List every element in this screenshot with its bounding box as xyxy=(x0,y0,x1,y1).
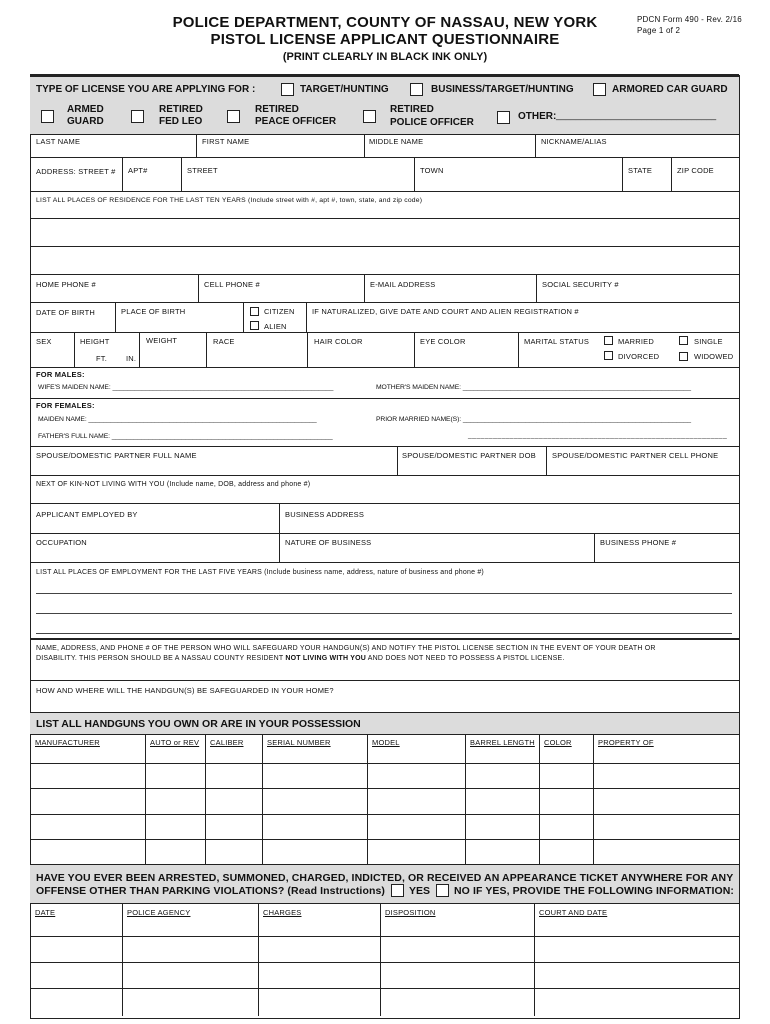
divider xyxy=(518,332,519,367)
alien-label: ALIEN xyxy=(264,322,287,331)
divider xyxy=(115,302,116,332)
widowed-label: WIDOWED xyxy=(694,352,734,361)
divider xyxy=(206,332,207,367)
apt-label: APT# xyxy=(128,166,148,175)
police-officer-label-1: RETIRED xyxy=(390,104,434,115)
divider xyxy=(364,134,365,157)
arrests-no-label: NO IF YES, PROVIDE THE FOLLOWING INFORMATION: xyxy=(454,885,735,897)
sex-label: SEX xyxy=(36,337,52,346)
armed-guard-label-1: ARMED xyxy=(67,104,104,115)
armed-guard-checkbox[interactable] xyxy=(41,110,54,123)
column-divider xyxy=(367,734,368,864)
arrests-no-checkbox[interactable] xyxy=(436,884,449,897)
feet-label: FT. xyxy=(96,354,108,363)
rule xyxy=(30,988,739,989)
arrest-column-header: CHARGES xyxy=(263,908,302,917)
column-divider xyxy=(534,903,535,1016)
license-heading: TYPE OF LICENSE YOU ARE APPLYING FOR : xyxy=(36,84,256,95)
rule xyxy=(30,903,739,904)
rule xyxy=(30,302,739,303)
eye-color-label: EYE COLOR xyxy=(420,337,466,346)
first-name-label: FIRST NAME xyxy=(202,137,250,146)
married-label: MARRIED xyxy=(618,337,654,346)
armored-car-checkbox[interactable] xyxy=(593,83,606,96)
divider xyxy=(594,533,595,562)
column-divider xyxy=(122,903,123,1016)
safeguard-method-label: HOW AND WHERE WILL THE HANDGUN(S) BE SAFEGUARDED IN YOUR HOME? xyxy=(36,686,334,695)
divider xyxy=(139,332,140,367)
rule xyxy=(30,763,739,764)
column-divider xyxy=(258,903,259,1016)
handguns-heading: LIST ALL HANDGUNS YOU OWN OR ARE IN YOUR POSSESSION xyxy=(36,718,361,730)
home-phone-label: HOME PHONE # xyxy=(36,280,96,289)
pob-label: PLACE OF BIRTH xyxy=(121,307,186,316)
divider xyxy=(536,274,537,302)
divider xyxy=(307,332,308,367)
safeguard-text-emphasis: NOT LIVING WITH YOU xyxy=(285,655,367,662)
handgun-column-header: MANUFACTURER xyxy=(35,738,100,747)
column-divider xyxy=(205,734,206,864)
state-label: STATE xyxy=(628,166,653,175)
arrest-column-header: DATE xyxy=(35,908,56,917)
divider xyxy=(414,332,415,367)
email-label: E-MAIL ADDRESS xyxy=(370,280,436,289)
business-address-label: BUSINESS ADDRESS xyxy=(285,510,365,519)
police-officer-label-2: POLICE OFFICER xyxy=(390,117,474,128)
business-phone-label: BUSINESS PHONE # xyxy=(600,538,677,547)
divider xyxy=(198,274,199,302)
nature-of-business-label: NATURE OF BUSINESS xyxy=(285,538,372,547)
naturalized-label: IF NATURALIZED, GIVE DATE AND COURT AND ALIEN REGISTRATION # xyxy=(312,307,579,316)
arrest-column-header: POLICE AGENCY xyxy=(127,908,191,917)
safeguard-person-label-2 xyxy=(36,655,565,662)
maiden-name-field[interactable]: MAIDEN NAME: ______________________________________________________________ xyxy=(38,416,317,423)
street-number-label: ADDRESS: STREET # xyxy=(36,167,116,176)
page-number: Page 1 of 2 xyxy=(637,26,681,35)
prior-married-names-field[interactable]: PRIOR MARRIED NAME(S): ______________________________________________________________ xyxy=(376,416,691,423)
handgun-column-header: BARREL LENGTH xyxy=(470,738,535,747)
arrest-column-header: DISPOSITION xyxy=(385,908,436,917)
rule xyxy=(30,191,739,192)
weight-label: WEIGHT xyxy=(146,336,178,345)
inches-label: IN. xyxy=(126,354,137,363)
widowed-checkbox[interactable] xyxy=(679,352,688,361)
rule xyxy=(30,274,739,275)
business-label: BUSINESS/TARGET/HUNTING xyxy=(431,84,574,95)
divider xyxy=(364,274,365,302)
single-label: SINGLE xyxy=(694,337,723,346)
marital-status-label: MARITAL STATUS xyxy=(524,337,590,346)
ssn-label: SOCIAL SECURITY # xyxy=(542,280,619,289)
fed-leo-label-1: RETIRED xyxy=(159,104,203,115)
citizen-label: CITIZEN xyxy=(264,307,295,316)
rule xyxy=(30,936,739,937)
peace-officer-label-2: PEACE OFFICER xyxy=(255,116,337,127)
rule xyxy=(30,332,739,333)
handgun-column-header: PROPERTY OF xyxy=(598,738,654,747)
armored-car-label: ARMORED CAR GUARD xyxy=(612,84,728,95)
rule xyxy=(30,503,739,504)
middle-name-label: MIDDLE NAME xyxy=(369,137,424,146)
column-divider xyxy=(465,734,466,864)
rule xyxy=(30,562,739,563)
column-divider xyxy=(145,734,146,864)
safeguard-person-label: NAME, ADDRESS, AND PHONE # OF THE PERSON WHO WILL SAFEGUARD YOUR HANDGUN(S) AND NOTIFY THE PISTOL LICENSE SECTION IN THE EVENT OF YOUR DEATH OR xyxy=(36,645,656,652)
arrests-yes-checkbox[interactable] xyxy=(391,884,404,897)
arrests-question-2: OFFENSE OTHER THAN PARKING VIOLATIONS? (Read Instructions) xyxy=(36,885,386,897)
divider xyxy=(181,157,182,191)
married-checkbox[interactable] xyxy=(604,336,613,345)
handgun-column-header: CALIBER xyxy=(210,738,244,747)
employment-line[interactable] xyxy=(36,593,732,594)
rule xyxy=(30,680,739,681)
peace-officer-checkbox[interactable] xyxy=(227,110,240,123)
hair-color-label: HAIR COLOR xyxy=(314,337,363,346)
for-males-heading: FOR MALES: xyxy=(36,370,85,379)
arrest-column-header: COURT AND DATE xyxy=(539,908,608,917)
divider xyxy=(74,332,75,367)
nickname-label: NICKNAME/ALIAS xyxy=(541,137,607,146)
rule xyxy=(30,788,739,789)
safeguard-text-a: DISABILITY. THIS PERSON SHOULD BE A NASSAU COUNTY RESIDENT xyxy=(36,655,286,662)
column-divider xyxy=(539,734,540,864)
rule xyxy=(30,367,739,368)
rule xyxy=(30,446,739,447)
other-input-line[interactable]: ________________________________ xyxy=(556,110,717,120)
divider xyxy=(546,446,547,475)
rule xyxy=(30,157,739,158)
other-label: OTHER: xyxy=(518,111,557,122)
form-subtitle: PISTOL LICENSE APPLICANT QUESTIONNAIRE xyxy=(210,31,560,48)
citizen-checkbox[interactable] xyxy=(250,307,259,316)
cell-phone-label: CELL PHONE # xyxy=(204,280,260,289)
handgun-column-header: SERIAL NUMBER xyxy=(267,738,331,747)
last-name-label: LAST NAME xyxy=(36,137,81,146)
fed-leo-checkbox[interactable] xyxy=(131,110,144,123)
rule xyxy=(30,962,739,963)
arrests-yes-label: YES xyxy=(409,885,431,897)
father-full-name-field[interactable]: FATHER'S FULL NAME: ____________________________________________________________ xyxy=(38,433,333,440)
divider xyxy=(397,446,398,475)
spouse-dob-label: SPOUSE/DOMESTIC PARTNER DOB xyxy=(402,451,536,460)
spouse-cell-label: SPOUSE/DOMESTIC PARTNER CELL PHONE xyxy=(552,451,719,460)
employment-history-label: LIST ALL PLACES OF EMPLOYMENT FOR THE LAST FIVE YEARS (Include business name, address, nature of business and phone #) xyxy=(36,569,484,576)
rule xyxy=(30,475,739,476)
wife-maiden-name-field[interactable]: WIFE'S MAIDEN NAME: ____________________________________________________________ xyxy=(38,384,334,391)
employment-line[interactable] xyxy=(36,633,732,634)
ink-instruction: (PRINT CLEARLY IN BLACK INK ONLY) xyxy=(282,51,488,63)
column-divider xyxy=(380,903,381,1016)
race-label: RACE xyxy=(213,337,235,346)
divider xyxy=(414,157,415,191)
form-id: PDCN Form 490 - Rev. 2/16 xyxy=(637,15,742,24)
residences-label: LIST ALL PLACES OF RESIDENCE FOR THE LAST TEN YEARS (Include street with #, apt #, town, state, and zip code) xyxy=(36,197,423,204)
armed-guard-label-2: GUARD xyxy=(67,116,104,127)
rule xyxy=(30,734,739,735)
street-label: STREET xyxy=(187,166,218,175)
rule xyxy=(30,839,739,840)
handgun-column-header: AUTO or REV xyxy=(150,738,200,747)
rule xyxy=(30,218,739,219)
fed-leo-label-2: FED LEO xyxy=(159,116,203,127)
divider xyxy=(243,302,244,332)
divider xyxy=(196,134,197,157)
rule xyxy=(30,533,739,534)
divider xyxy=(622,157,623,191)
employment-line[interactable] xyxy=(36,613,732,614)
height-label: HEIGHT xyxy=(80,337,110,346)
rule xyxy=(30,814,739,815)
mother-maiden-name-field[interactable]: MOTHER'S MAIDEN NAME: ______________________________________________________________ xyxy=(376,384,691,391)
safeguard-text-c: AND DOES NOT NEED TO POSSESS A PISTOL LICENSE. xyxy=(366,655,565,662)
spouse-name-label: SPOUSE/DOMESTIC PARTNER FULL NAME xyxy=(36,451,197,460)
target-hunting-label: TARGET/HUNTING xyxy=(300,84,389,95)
town-label: TOWN xyxy=(420,166,444,175)
handgun-column-header: MODEL xyxy=(372,738,400,747)
zip-label: ZIP CODE xyxy=(677,166,714,175)
police-officer-checkbox[interactable] xyxy=(363,110,376,123)
arrests-question-1: HAVE YOU EVER BEEN ARRESTED, SUMMONED, CHARGED, INDICTED, OR RECEIVED AN APPEARANCE TICKET ANYWHERE FOR ANY xyxy=(36,872,734,884)
divorced-checkbox[interactable] xyxy=(604,351,613,360)
divider xyxy=(306,302,307,332)
single-checkbox[interactable] xyxy=(679,336,688,345)
occupation-label: OCCUPATION xyxy=(36,538,87,547)
rule xyxy=(30,134,739,135)
column-divider xyxy=(262,734,263,864)
rule xyxy=(30,398,739,399)
divider xyxy=(122,157,123,191)
other-checkbox[interactable] xyxy=(497,111,510,124)
peace-officer-label-1: RETIRED xyxy=(255,104,299,115)
divorced-label: DIVORCED xyxy=(618,352,660,361)
divider xyxy=(671,157,672,191)
rule xyxy=(30,246,739,247)
target-hunting-checkbox[interactable] xyxy=(281,83,294,96)
father-second-line[interactable]: ______________________________________________________________ xyxy=(468,432,728,439)
form-title: POLICE DEPARTMENT, COUNTY OF NASSAU, NEW YORK xyxy=(172,14,598,31)
next-of-kin-label: NEXT OF KIN-NOT LIVING WITH YOU (Include name, DOB, address and phone #) xyxy=(36,481,311,488)
rule xyxy=(30,638,739,640)
dob-label: DATE OF BIRTH xyxy=(36,308,95,317)
employer-label: APPLICANT EMPLOYED BY xyxy=(36,510,138,519)
for-females-heading: FOR FEMALES: xyxy=(36,401,95,410)
alien-checkbox[interactable] xyxy=(250,321,259,330)
divider xyxy=(535,134,536,157)
handgun-column-header: COLOR xyxy=(544,738,572,747)
arrests-band xyxy=(30,865,739,903)
column-divider xyxy=(593,734,594,864)
business-checkbox[interactable] xyxy=(410,83,423,96)
